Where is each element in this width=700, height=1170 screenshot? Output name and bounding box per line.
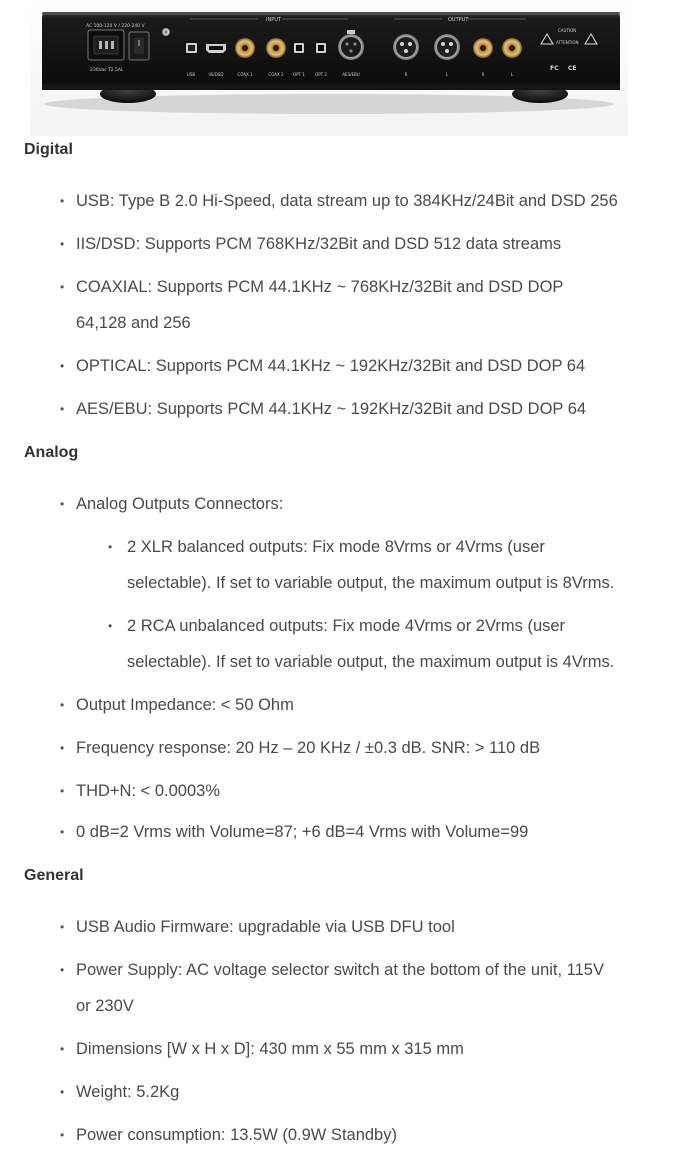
output-section-label: OUTPUT [448, 17, 469, 23]
connector-label-coax2: COAX 2 [268, 72, 284, 77]
power-switch [129, 32, 149, 60]
connector-label-aes: AES/EBU [342, 72, 360, 77]
connector-label-opt2: OPT 2 [315, 72, 327, 77]
connector-label-coax1: COAX 1 [237, 72, 253, 77]
iis-dsd-port [206, 44, 226, 53]
rca-output-left [502, 38, 522, 58]
list-item: • OPTICAL: Supports PCM 44.1KHz ~ 192KHz/32Bit and DSD DOP 64 [24, 348, 664, 384]
section-title-general: General [24, 867, 84, 884]
connector-label-opt1: OPT 1 [293, 72, 305, 77]
connector-label-xlr-r: R [404, 72, 408, 77]
product-rear-panel-image [30, 0, 628, 136]
sub-list-item: • 2 XLR balanced outputs: Fix mode 8Vrms or 4Vrms (user selectable). If set to variable output, the maximum output is 8Vrms. [76, 529, 617, 601]
fcc-mark: FC [550, 65, 559, 72]
list-item: • COAXIAL: Supports PCM 44.1KHz ~ 768KHz/32Bit and DSD DOP 64,128 and 256 [24, 269, 616, 341]
list-item: • Output Impedance: < 50 Ohm [24, 687, 664, 723]
connector-label-rca-l: L [510, 72, 514, 77]
connector-label-xlr-l: L [445, 72, 449, 77]
connector-label-iis: IIS/DSD [208, 72, 224, 77]
list-item: • 0 dB=2 Vrms with Volume=87; +6 dB=4 Vrms with Volume=99 [24, 814, 664, 850]
connector-label-rca-r: R [481, 72, 485, 77]
list-item: • Power consumption: 13.5W (0.9W Standby) [24, 1117, 664, 1153]
fuse-label: 230Vac T2.5AL [90, 68, 124, 73]
analog-outputs-sublist [76, 529, 664, 680]
list-item: • USB Audio Firmware: upgradable via USB DFU tool [24, 909, 664, 945]
section-title-analog: Analog [24, 444, 79, 461]
xlr-output-left [434, 34, 460, 60]
list-item: • USB: Type B 2.0 Hi-Speed, data stream up to 384KHz/24Bit and DSD 256 [24, 183, 664, 219]
caution-title: CAUTION [558, 28, 577, 33]
optical-2-port [316, 43, 326, 53]
list-item: • Dimensions [W x H x D]: 430 mm x 55 mm x 315 mm [24, 1031, 664, 1067]
analog-spec-list [24, 486, 664, 850]
list-item: • Power Supply: AC voltage selector switch at the bottom of the unit, 115V or 230V [24, 952, 616, 1024]
connector-label-usb: USB [186, 72, 196, 77]
list-item: • THD+N: < 0.0003% [24, 773, 664, 809]
list-item: • AES/EBU: Supports PCM 44.1KHz ~ 192KHz/32Bit and DSD DOP 64 [24, 391, 664, 427]
list-item: • Analog Outputs Connectors: • 2 XLR balanced outputs: Fix mode 8Vrms or 4Vrms (user selectable). If set to variable output, the maximum output is 8Vrms. • 2 RCA unbalanced outputs: Fix mode 4Vrms or 2Vrms (user selectable). If set to variable output, the maximum output is 4Vrms. [24, 486, 664, 680]
digital-spec-list [24, 183, 664, 427]
attention-title: ATTENTION [556, 40, 579, 45]
rca-output-right [473, 38, 493, 58]
list-item: • Frequency response: 20 Hz – 20 KHz / ±0.3 dB. SNR: > 110 dB [24, 730, 664, 766]
list-item: • Weight: 5.2Kg [24, 1074, 664, 1110]
list-item: • IIS/DSD: Supports PCM 768KHz/32Bit and DSD 512 data streams [24, 226, 664, 262]
usb-b-port [186, 43, 197, 53]
optical-1-port [294, 43, 304, 53]
input-section-label: INPUT [266, 17, 281, 23]
xlr-output-right [393, 34, 419, 60]
coax-2-connector [266, 38, 286, 58]
general-spec-list [24, 909, 664, 1153]
specifications [24, 140, 664, 1153]
sub-list-item: • 2 RCA unbalanced outputs: Fix mode 4Vrms or 2Vrms (user selectable). If set to variable output, the maximum output is 4Vrms. [76, 608, 617, 680]
power-rating-label: AC 100-120 V / 220-240 V [86, 24, 145, 29]
ac-power-inlet [88, 30, 124, 60]
ce-mark: CE [568, 65, 577, 72]
section-title-digital: Digital [24, 141, 73, 158]
coax-1-connector [235, 38, 255, 58]
